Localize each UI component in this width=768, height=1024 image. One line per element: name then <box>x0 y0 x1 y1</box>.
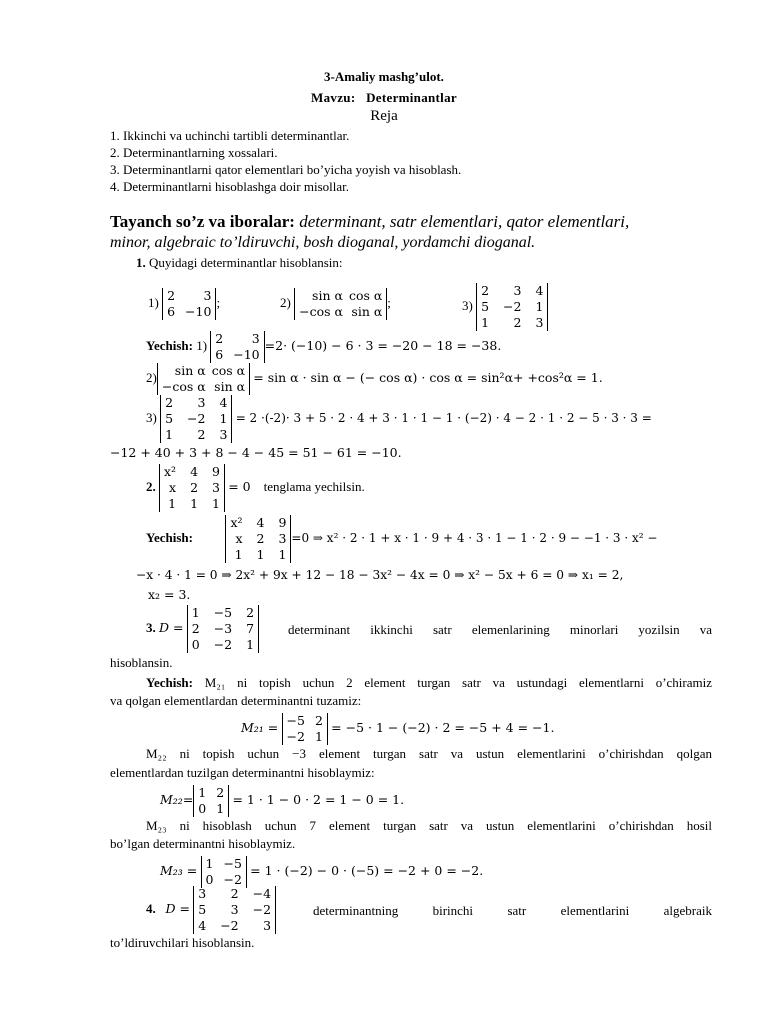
matrix-grid <box>160 464 224 512</box>
det-bar <box>327 713 328 745</box>
task4-text: determinantning birinchi satr elementlarini algebraik <box>313 903 712 918</box>
matrix-entry: 2 <box>314 713 323 728</box>
sol1-line-1 <box>146 331 501 363</box>
matrix-2x2 <box>162 288 216 320</box>
sol1-part-label: 1) <box>196 337 208 353</box>
task1-label-1: 1) <box>148 294 159 310</box>
plan-item-1: 1. Ikkinchi va uchinchi tartibli determinantlar. <box>110 128 350 143</box>
matrix-entry: 9 <box>278 515 287 530</box>
task1-label-3: 3) <box>462 297 473 313</box>
matrix-entry: 2 <box>197 427 206 442</box>
matrix-entry: −2 <box>286 729 305 744</box>
sol1-result-3-cont: −12 + 40 + 3 + 8 − 4 − 45 = 51 − 61 = −10. <box>110 445 402 460</box>
matrix-entry: cos α <box>211 363 246 378</box>
minor-result: = 1 · (−2) − 0 · (−5) = −2 + 0 = −2. <box>250 862 484 878</box>
matrix-entry: 0 <box>191 637 200 652</box>
matrix-entry: 1 <box>535 299 544 314</box>
plan-item-2: 2. Determinantlarning xossalari. <box>110 145 278 160</box>
task4-statement <box>146 886 276 934</box>
matrix-entry: 6 <box>167 304 176 319</box>
separator: ; <box>387 294 391 310</box>
matrix-entry: 4 <box>535 283 544 298</box>
matrix-entry: 1 <box>190 496 199 511</box>
task3-number: 3. <box>146 619 156 635</box>
plan-item-4: 4. Determinantlarni hisoblashga doir misollar. <box>110 179 350 194</box>
matrix-entry: 2 <box>256 531 265 546</box>
minor-result: = −5 · 1 − (−2) · 2 = −5 + 4 = −1. <box>331 719 555 735</box>
matrix-entry: 4 <box>198 918 207 933</box>
matrix-entry: −5 <box>286 713 305 728</box>
task2-solution <box>146 515 657 563</box>
matrix-entry: 1 <box>219 411 228 426</box>
matrix-entry: 2 <box>167 288 176 303</box>
keywords-label: Tayanch so’z va iboralar: <box>110 212 295 231</box>
topic-line <box>0 90 768 106</box>
task2-text: tenglama yechilsin. <box>263 478 365 494</box>
matrix-entry: −2 <box>187 411 206 426</box>
matrix-entry: sin α <box>174 363 206 378</box>
matrix-entry: 3 <box>230 902 239 917</box>
matrix-entry: x <box>235 531 243 546</box>
matrix-entry: 4 <box>219 395 228 410</box>
matrix-entry: −2 <box>223 872 242 887</box>
matrix-entry: 1 <box>216 801 225 816</box>
task2-solution-2: −x · 4 · 1 = 0 ⇒ 2x² + 9x + 12 − 18 − 3x² − 4x = 0 ⇒ x² − 5x + 6 = 0 ⇒ x₁ = 2, <box>136 568 624 582</box>
matrix-grid <box>202 856 246 888</box>
separator: ; <box>216 294 221 310</box>
matrix-3x3 <box>193 886 276 934</box>
matrix-entry: x² <box>230 515 243 530</box>
matrix-grid <box>211 331 263 363</box>
matrix-entry: 0 <box>205 872 214 887</box>
det-bar <box>258 605 259 653</box>
sol1-result-2: = sin α · sin α − (− cos α) · cos α = sin²α+ +cos²α = 1. <box>253 369 603 385</box>
matrix-entry: 2 <box>165 395 174 410</box>
matrix-entry: 2 <box>191 621 200 636</box>
plan-item-3: 3. Determinantlarni qator elementlari bo’yicha yoyish va hisoblash. <box>110 162 462 177</box>
sol1-result-1: =2· (−10) − 6 · 3 = −20 − 18 = −38. <box>264 337 502 353</box>
matrix-entry: −cos α <box>299 304 343 319</box>
matrix-grid <box>477 283 547 331</box>
matrix-entry: 3 <box>513 283 522 298</box>
matrix-entry: −cos α <box>161 379 206 394</box>
matrix-entry: sin α <box>351 304 383 319</box>
sol1-result-3: = 2 ·(-2)· 3 + 5 · 2 · 4 + 3 · 1 · 1 − 1 · (−2) · 4 − 2 · 1 · 2 − 5 · 3 · 3 = <box>235 410 652 425</box>
matrix-entry: 3 <box>219 427 228 442</box>
det-symbol: D = <box>159 619 184 635</box>
m23-text: M₂₃ ni hisoblash uchun 7 element turgan satr va ustun elementlarini o’chirishdan hosil <box>146 818 712 833</box>
task1-statement <box>136 255 343 271</box>
task2-number: 2. <box>146 478 156 494</box>
task3-text: determinant ikkinchi satr elemenlarining minorlari yozilsin va <box>288 622 712 637</box>
matrix-entry: 9 <box>212 464 220 479</box>
minor-label: M₂₂= <box>160 791 194 807</box>
solution-label: Yechish: <box>146 675 193 690</box>
matrix-entry: 1 <box>165 427 174 442</box>
matrix-entry: sin α <box>214 379 246 394</box>
matrix-grid <box>295 288 386 320</box>
task1-label-2: 2) <box>280 294 291 310</box>
matrix-entry: 1 <box>481 315 490 330</box>
topic-value: Determinantlar <box>366 90 457 105</box>
matrix-entry: 1 <box>246 637 255 652</box>
matrix-entry: 2 <box>215 331 224 346</box>
matrix-entry: 5 <box>481 299 490 314</box>
task1-number: 1. <box>136 255 146 270</box>
matrix-entry: −10 <box>233 347 260 362</box>
matrix-entry: 2 <box>216 785 225 800</box>
matrix-entry: −2 <box>220 918 239 933</box>
matrix-entry: 3 <box>212 480 220 495</box>
keywords-line-1 <box>110 212 629 232</box>
matrix-entry: 3 <box>535 315 544 330</box>
task3-solution-text: M₂₁ ni topish uchun 2 element turgan satr va ustundagi elementlarni o’chiramiz <box>204 675 713 690</box>
matrix-entry: 6 <box>215 347 224 362</box>
matrix-entry: 3 <box>251 331 260 346</box>
matrix-entry: 2 <box>513 315 522 330</box>
task4-text-2: to’ldiruvchilari hisoblansin. <box>110 935 255 950</box>
matrix-trig <box>157 363 250 395</box>
task2-solution-3: x₂ = 3. <box>148 587 191 602</box>
minor-m21 <box>241 713 554 745</box>
matrix-entry: −5 <box>223 856 242 871</box>
matrix-entry: 1 <box>168 496 177 511</box>
task1-det3 <box>462 283 548 331</box>
matrix-2x2 <box>193 785 229 817</box>
matrix-grid <box>194 886 275 934</box>
det-bar <box>249 363 250 395</box>
task2-solution-1: =0 ⇒ x² · 2 · 1 + x · 1 · 9 + 4 · 3 · 1 − 1 · 2 · 9 − −1 · 3 · x² − <box>291 530 658 545</box>
matrix-entry: sin α <box>312 288 343 303</box>
m22-text: M₂₂ ni topish uchun −3 element turgan satr va ustun elementlarini o’chirishdan qolgan <box>146 746 712 761</box>
matrix-entry: 1 <box>205 856 214 871</box>
matrix-entry: cos α <box>348 288 383 303</box>
det-bar <box>246 856 247 888</box>
minor-m23 <box>160 856 483 888</box>
matrix-entry: 2 <box>230 886 239 901</box>
matrix-trig <box>294 288 387 320</box>
matrix-entry: −4 <box>252 886 272 901</box>
solution-label: Yechish: <box>146 337 193 353</box>
keywords-text-1: determinant, satr elementlari, qator elementlari, <box>299 212 630 231</box>
matrix-entry: 1 <box>198 785 207 800</box>
sol1-line-3 <box>146 395 652 443</box>
m23-text-2: bo’lgan determinantni hisoblaymiz. <box>110 836 296 851</box>
matrix-entry: 1 <box>234 547 243 562</box>
matrix-entry: 4 <box>256 515 265 530</box>
minor-result: = 1 · 1 − 0 · 2 = 1 − 0 = 1. <box>232 791 405 807</box>
matrix-entry: 1 <box>191 605 200 620</box>
minor-label: M₂₃ = <box>160 862 198 878</box>
matrix-3x3 <box>476 283 548 331</box>
sol1-part-label: 3) <box>146 409 157 425</box>
matrix-2x2 <box>282 713 328 745</box>
matrix-entry: 0 <box>198 801 207 816</box>
task3-text-2: hisoblansin. <box>110 655 173 670</box>
task3-solution-line-2: va qolgan elementlardan determinantni tuzamiz: <box>110 693 362 708</box>
minor-m22 <box>160 785 404 817</box>
det-bar <box>547 283 548 331</box>
matrix-entry: 2 <box>481 283 490 298</box>
lesson-title: 3-Amaliy mashg’ulot. <box>324 69 444 84</box>
matrix-grid <box>194 785 228 817</box>
matrix-2x2 <box>210 331 264 363</box>
task4-number: 4. <box>146 900 156 916</box>
task3-solution-line-1 <box>146 675 712 691</box>
matrix-entry: 5 <box>198 902 207 917</box>
matrix-entry: −5 <box>213 605 233 620</box>
det-symbol: D = <box>165 900 190 916</box>
matrix-entry: 2 <box>246 605 255 620</box>
m22-text-2: elementlardan tuzilgan determinantni hisoblaymiz: <box>110 765 375 780</box>
matrix-entry: 1 <box>314 729 323 744</box>
det-bar <box>224 464 225 512</box>
matrix-entry: 3 <box>263 918 272 933</box>
matrix-entry: 3 <box>198 886 207 901</box>
matrix-grid <box>226 515 290 563</box>
matrix-entry: 1 <box>256 547 265 562</box>
matrix-3x3 <box>225 515 291 563</box>
matrix-entry: 1 <box>212 496 220 511</box>
matrix-entry: 2 <box>190 480 199 495</box>
matrix-entry: −10 <box>185 304 212 319</box>
matrix-grid <box>161 395 231 443</box>
matrix-entry: 3 <box>203 288 212 303</box>
matrix-entry: 3 <box>278 531 287 546</box>
task2-statement <box>146 464 365 512</box>
matrix-entry: x² <box>164 464 177 479</box>
matrix-grid <box>283 713 327 745</box>
task1-det2 <box>280 288 391 320</box>
matrix-3x3 <box>160 395 232 443</box>
task1-text: Quyidagi determinantlar hisoblansin: <box>149 255 343 270</box>
sol1-line-2 <box>146 363 603 395</box>
task2-equation: = 0 <box>228 478 251 494</box>
matrix-entry: 3 <box>197 395 206 410</box>
matrix-entry: −2 <box>252 902 272 917</box>
matrix-3x3 <box>187 605 259 653</box>
matrix-3x3 <box>159 464 225 512</box>
matrix-entry: −2 <box>503 299 522 314</box>
matrix-entry: x <box>169 480 177 495</box>
matrix-entry: 7 <box>246 621 255 636</box>
topic-label: Mavzu: <box>311 90 356 105</box>
matrix-entry: 1 <box>278 547 287 562</box>
matrix-grid <box>158 363 249 395</box>
matrix-entry: 4 <box>190 464 199 479</box>
solution-label: Yechish: <box>146 529 193 545</box>
matrix-grid <box>188 605 258 653</box>
matrix-entry: −3 <box>213 621 233 636</box>
det-bar <box>228 785 229 817</box>
minor-label: M₂₁ = <box>241 719 279 735</box>
det-bar <box>275 886 276 934</box>
matrix-grid <box>163 288 215 320</box>
matrix-entry: 5 <box>165 411 174 426</box>
det-bar <box>231 395 232 443</box>
matrix-2x2 <box>201 856 247 888</box>
plan-heading: Reja <box>370 108 398 124</box>
sol1-part-label: 2) <box>146 369 157 385</box>
matrix-entry: −2 <box>213 637 233 652</box>
keywords-line-2: minor, algebraic to’ldiruvchi, bosh dioganal, yordamchi dioganal. <box>110 234 536 251</box>
task1-det1 <box>148 288 220 320</box>
task3-statement <box>146 605 259 653</box>
